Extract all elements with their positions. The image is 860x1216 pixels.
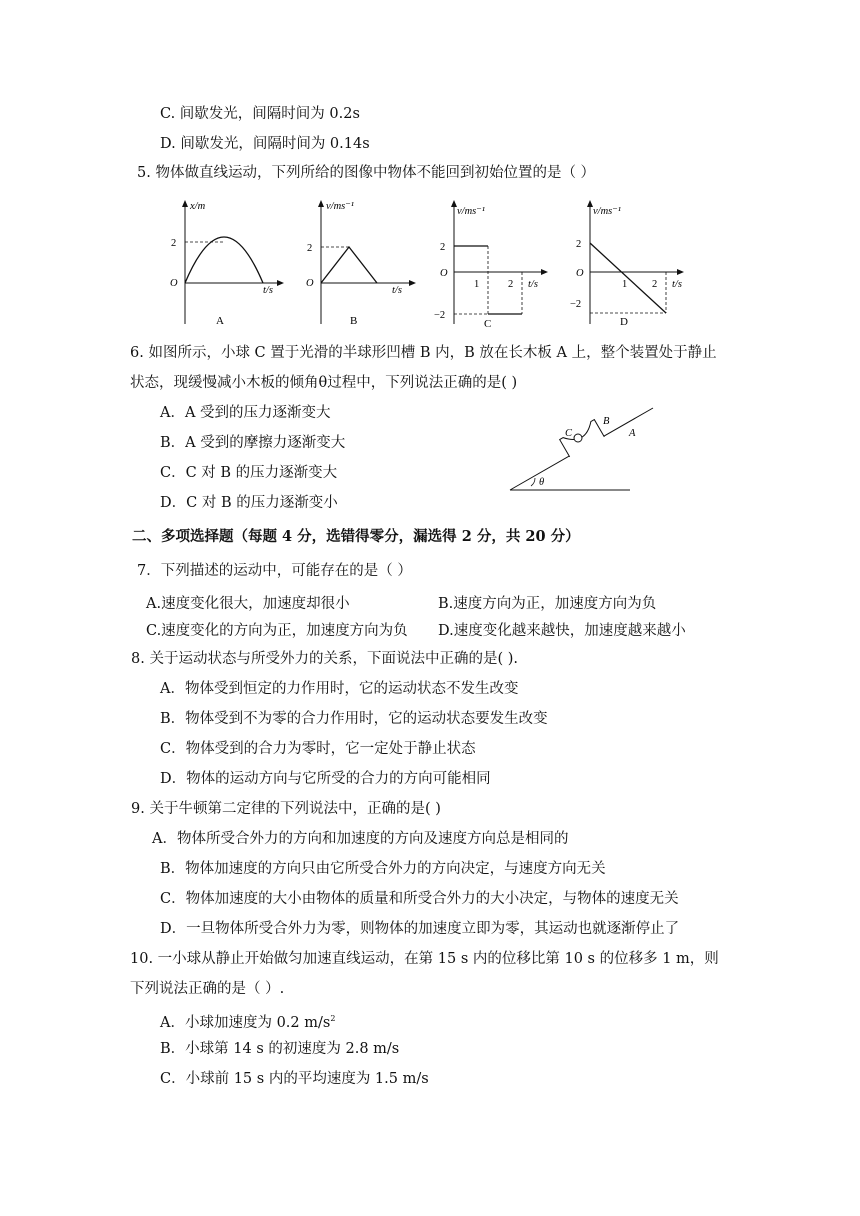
q10-option-a-text: A．小球加速度为 0.2 m/s [160, 1014, 331, 1031]
x-axis-arrow [677, 269, 684, 275]
label-c: C [565, 428, 573, 439]
q6-option-d: D．C 对 B 的压力逐渐变小 [160, 495, 338, 511]
q4-option-d: D. 间歇发光，间隔时间为 0.14s [160, 136, 370, 152]
y-axis-label: x/m [190, 201, 206, 212]
graph-label-a: A [216, 315, 224, 327]
triangle-line [321, 247, 377, 283]
q10-stem-line-2: 下列说法正确的是（ ）. [130, 981, 285, 997]
q10-stem-line-1: 10. 一小球从静止开始做匀加速直线运动，在第 15 s 内的位移比第 10 s 的位移多 1 m，则 [130, 951, 719, 967]
tick-x-2: 2 [508, 279, 514, 290]
tick-x-1: 1 [622, 279, 628, 290]
q6-option-b: B．A 受到的摩擦力逐渐变大 [160, 435, 346, 451]
q6-option-a: A．A 受到的压力逐渐变大 [160, 405, 331, 421]
q5-graph-c [432, 196, 554, 330]
q6-stem-line-2: 状态，现缓慢减小木板的倾角θ过程中，下列说法正确的是( ) [130, 375, 518, 391]
origin-label: O [576, 268, 584, 279]
y-axis-label: v/ms⁻¹ [326, 201, 354, 212]
parabola-curve [185, 237, 263, 283]
theta-arc [531, 478, 535, 486]
q9-option-d: D．一旦物体所受合外力为零，则物体的加速度立即为零，其运动也就逐渐停止了 [160, 921, 680, 937]
q4-option-c: C. 间歇发光，间隔时间为 0.2s [160, 106, 360, 122]
tick-2: 2 [307, 243, 313, 254]
q5-graph-a [168, 196, 288, 330]
q6-stem-line-1: 6. 如图所示，小球 C 置于光滑的半球形凹槽 B 内，B 放在长木板 A 上，整个装置处于静止 [130, 345, 717, 361]
x-axis-label: t/s [672, 279, 682, 290]
q9-stem: 9. 关于牛顿第二定律的下列说法中，正确的是( ) [131, 801, 441, 817]
y-axis-label: v/ms⁻¹ [457, 206, 485, 217]
tick-x-2: 2 [652, 279, 658, 290]
tick-2: 2 [576, 239, 582, 250]
q7-option-c: C.速度变化的方向为正，加速度方向为负 [146, 623, 408, 639]
q8-option-c: C．物体受到的合力为零时，它一定处于静止状态 [160, 741, 476, 757]
q9-option-a: A．物体所受合外力的方向和加速度的方向及速度方向总是相同的 [152, 831, 569, 847]
label-a: A [629, 428, 636, 439]
q8-option-b: B．物体受到不为零的合力作用时，它的运动状态要发生改变 [160, 711, 548, 727]
tick-neg-2: −2 [570, 299, 582, 310]
q10-option-c: C．小球前 15 s 内的平均速度为 1.5 m/s [160, 1071, 429, 1087]
origin-label: O [440, 268, 448, 279]
y-axis-arrow [318, 200, 324, 207]
decreasing-line [590, 243, 666, 313]
y-axis-arrow [182, 200, 188, 207]
q8-stem: 8. 关于运动状态与所受外力的关系，下面说法中正确的是( ). [131, 651, 518, 667]
origin-label: O [170, 278, 178, 289]
q9-option-c: C．物体加速度的大小由物体的质量和所受合外力的大小决定，与物体的速度无关 [160, 891, 679, 907]
q8-option-a: A．物体受到恒定的力作用时，它的运动状态不发生改变 [160, 681, 519, 697]
graph-label-c: C [484, 318, 492, 330]
graph-label-d: D [620, 316, 628, 328]
origin-label: O [306, 278, 314, 289]
tick-2: 2 [440, 242, 446, 253]
q8-option-d: D．物体的运动方向与它所受的合力的方向可能相同 [160, 771, 491, 787]
q7-option-d: D.速度变化越来越快，加速度越来越小 [438, 623, 686, 639]
graph-label-b: B [350, 315, 358, 327]
tick-x-1: 1 [474, 279, 480, 290]
q9-option-b: B．物体加速度的方向只由它所受合外力的方向决定，与速度方向无关 [160, 861, 606, 877]
x-axis-arrow [277, 280, 284, 286]
q5-graph-d [568, 196, 690, 330]
q5-stem: 5. 物体做直线运动，下列所给的图像中物体不能回到初始位置的是（ ） [137, 165, 596, 181]
label-theta: θ [539, 477, 545, 488]
x-axis-label: t/s [528, 279, 538, 290]
tick-2: 2 [171, 238, 177, 249]
x-axis-arrow [541, 269, 548, 275]
ball-c [574, 434, 582, 442]
q7-option-a: A.速度变化很大，加速度却很小 [146, 596, 350, 612]
q5-graph-b [304, 196, 422, 330]
q7-stem: 7．下列描述的运动中，可能存在的是（ ） [137, 563, 412, 579]
section-2-heading: 二、多项选择题（每题 4 分，选错得零分，漏选得 2 分，共 20 分） [132, 528, 580, 545]
y-axis-label: v/ms⁻¹ [593, 206, 621, 217]
q6-incline-figure [505, 400, 665, 498]
q10-option-b: B．小球第 14 s 的初速度为 2.8 m/s [160, 1041, 400, 1057]
x-axis-label: t/s [392, 285, 402, 296]
q10-option-a [160, 1010, 335, 1032]
x-axis-label: t/s [263, 285, 273, 296]
q7-option-b: B.速度方向为正，加速度方向为负 [438, 596, 657, 612]
x-axis-arrow [409, 280, 416, 286]
label-b: B [603, 416, 610, 427]
tick-neg-2: −2 [434, 310, 446, 321]
q6-option-c: C．C 对 B 的压力逐渐变大 [160, 465, 338, 481]
q10-option-a-sup: 2 [330, 1014, 336, 1023]
